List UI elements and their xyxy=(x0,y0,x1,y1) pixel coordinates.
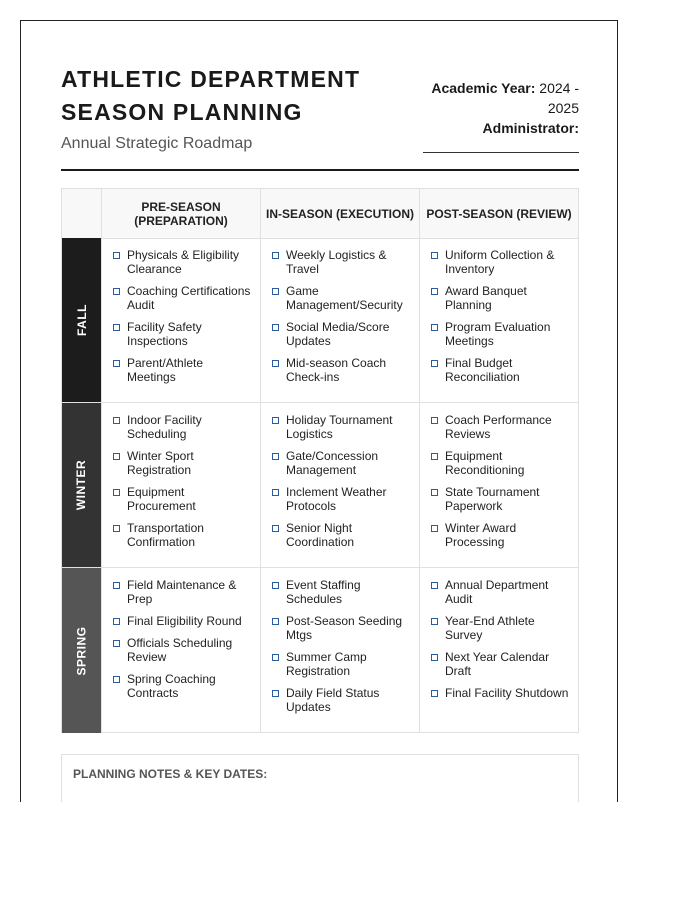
column-header-pre-season: PRE-SEASON (PREPARATION) xyxy=(101,189,260,238)
task-list xyxy=(112,578,252,700)
document-meta xyxy=(404,78,579,138)
task-text: Year-End Athlete Survey xyxy=(445,614,535,642)
task-item xyxy=(271,521,411,549)
checkbox-icon[interactable] xyxy=(431,360,438,367)
task-item xyxy=(271,650,411,678)
cell-winter-in-season xyxy=(260,403,419,567)
task-text: Transportation Confirmation xyxy=(127,521,204,549)
checkbox-icon[interactable] xyxy=(113,324,120,331)
season-label-spring xyxy=(62,568,101,733)
task-text: Program Evaluation Meetings xyxy=(445,320,551,348)
checkbox-icon[interactable] xyxy=(113,360,120,367)
checkbox-icon[interactable] xyxy=(272,582,279,589)
task-text: Facility Safety Inspections xyxy=(127,320,202,348)
season-planning-grid xyxy=(61,188,579,733)
task-list xyxy=(271,248,411,384)
checkbox-icon[interactable] xyxy=(272,360,279,367)
task-text: Uniform Collection & Inventory xyxy=(445,248,555,276)
task-text: Event Staffing Schedules xyxy=(286,578,361,606)
task-item xyxy=(271,413,411,441)
task-item xyxy=(112,320,252,348)
checkbox-icon[interactable] xyxy=(272,489,279,496)
task-text: Indoor Facility Scheduling xyxy=(127,413,202,441)
task-item xyxy=(430,449,570,477)
task-item xyxy=(112,356,252,384)
checkbox-icon[interactable] xyxy=(431,582,438,589)
task-text: Equipment Procurement xyxy=(127,485,196,513)
task-item xyxy=(112,284,252,312)
task-list xyxy=(271,413,411,549)
task-text: Annual Department Audit xyxy=(445,578,549,606)
task-list xyxy=(112,413,252,549)
season-row-spring xyxy=(62,568,578,733)
season-label-text: FALL xyxy=(74,304,89,336)
planning-notes-box xyxy=(61,754,579,802)
task-item xyxy=(271,449,411,477)
planning-notes-title: PLANNING NOTES & KEY DATES: xyxy=(73,767,268,781)
task-item xyxy=(430,356,570,384)
task-item xyxy=(112,449,252,477)
checkbox-icon[interactable] xyxy=(272,288,279,295)
checkbox-icon[interactable] xyxy=(113,417,120,424)
checkbox-icon[interactable] xyxy=(431,288,438,295)
task-text: State Tournament Paperwork xyxy=(445,485,540,513)
task-text: Winter Award Processing xyxy=(445,521,517,549)
cell-fall-pre-season xyxy=(101,238,260,402)
task-text: Summer Camp Registration xyxy=(286,650,367,678)
task-item xyxy=(430,248,570,276)
academic-year xyxy=(404,78,579,118)
task-text: Winter Sport Registration xyxy=(127,449,194,477)
checkbox-icon[interactable] xyxy=(272,525,279,532)
grid-header-row xyxy=(62,189,578,239)
task-item xyxy=(112,521,252,549)
document-header xyxy=(61,61,579,171)
cell-spring-pre-season xyxy=(101,568,260,733)
task-list xyxy=(112,248,252,384)
task-item xyxy=(430,650,570,678)
task-text: Coaching Certifications Audit xyxy=(127,284,251,312)
task-item xyxy=(271,248,411,276)
cell-fall-in-season xyxy=(260,238,419,402)
task-text: Senior Night Coordination xyxy=(286,521,355,549)
season-label-text: SPRING xyxy=(74,625,89,676)
task-item xyxy=(112,614,252,628)
task-text: Weekly Logistics & Travel xyxy=(286,248,387,276)
checkbox-icon[interactable] xyxy=(113,288,120,295)
document-title: ATHLETIC DEPARTMENT SEASON PLANNING xyxy=(61,66,361,125)
checkbox-icon[interactable] xyxy=(113,489,120,496)
academic-year-value: 2024 - 2025 xyxy=(539,80,579,116)
checkbox-icon[interactable] xyxy=(431,252,438,259)
checkbox-icon[interactable] xyxy=(431,324,438,331)
checkbox-icon[interactable] xyxy=(272,252,279,259)
task-item xyxy=(430,413,570,441)
task-item xyxy=(271,686,411,714)
checkbox-icon[interactable] xyxy=(272,417,279,424)
checkbox-icon[interactable] xyxy=(113,640,120,647)
planning-document xyxy=(20,20,618,802)
task-item xyxy=(430,284,570,312)
task-list xyxy=(430,578,570,700)
task-list xyxy=(430,248,570,384)
task-item xyxy=(430,614,570,642)
task-text: Physicals & Eligibility Clearance xyxy=(127,248,240,276)
task-item xyxy=(112,578,252,606)
checkbox-icon[interactable] xyxy=(113,525,120,532)
grid-corner-cell xyxy=(62,189,101,238)
task-item xyxy=(271,578,411,606)
task-text: Award Banquet Planning xyxy=(445,284,527,312)
checkbox-icon[interactable] xyxy=(431,417,438,424)
checkbox-icon[interactable] xyxy=(431,453,438,460)
season-label-fall xyxy=(62,238,101,402)
task-text: Social Media/Score Updates xyxy=(286,320,390,348)
checkbox-icon[interactable] xyxy=(431,489,438,496)
task-item xyxy=(112,636,252,664)
task-text: Spring Coaching Contracts xyxy=(127,672,216,700)
administrator-signature-line xyxy=(423,152,579,153)
checkbox-icon[interactable] xyxy=(272,324,279,331)
document-subtitle: Annual Strategic Roadmap xyxy=(61,135,253,152)
task-item xyxy=(112,672,252,700)
task-item xyxy=(112,413,252,441)
checkbox-icon[interactable] xyxy=(272,453,279,460)
task-text: Next Year Calendar Draft xyxy=(445,650,550,678)
task-text: Final Facility Shutdown xyxy=(445,686,569,700)
task-list xyxy=(430,413,570,549)
task-item xyxy=(112,485,252,513)
cell-winter-post-season xyxy=(419,403,578,567)
task-item xyxy=(271,284,411,312)
column-header-in-season: IN-SEASON (EXECUTION) xyxy=(260,189,419,238)
task-item xyxy=(430,578,570,606)
task-text: Final Budget Reconciliation xyxy=(445,356,520,384)
task-item xyxy=(271,356,411,384)
cell-fall-post-season xyxy=(419,238,578,402)
task-item xyxy=(430,686,570,700)
task-text: Game Management/Security xyxy=(286,284,403,312)
task-list xyxy=(271,578,411,714)
task-item xyxy=(430,320,570,348)
task-item xyxy=(271,614,411,642)
checkbox-icon[interactable] xyxy=(113,252,120,259)
checkbox-icon[interactable] xyxy=(431,618,438,625)
cell-spring-in-season xyxy=(260,568,419,733)
cell-winter-pre-season xyxy=(101,403,260,567)
checkbox-icon[interactable] xyxy=(272,690,279,697)
column-header-post-season: POST-SEASON (REVIEW) xyxy=(419,189,578,238)
task-item xyxy=(430,485,570,513)
checkbox-icon[interactable] xyxy=(113,676,120,683)
season-label-winter xyxy=(62,403,101,567)
task-item xyxy=(430,521,570,549)
task-text: Mid-season Coach Check-ins xyxy=(286,356,387,384)
task-text: Inclement Weather Protocols xyxy=(286,485,387,513)
season-label-text: WINTER xyxy=(74,459,89,511)
checkbox-icon[interactable] xyxy=(272,654,279,661)
task-text: Final Eligibility Round xyxy=(127,614,242,628)
checkbox-icon[interactable] xyxy=(431,525,438,532)
season-row-winter xyxy=(62,403,578,568)
checkbox-icon[interactable] xyxy=(113,618,120,625)
task-text: Daily Field Status Updates xyxy=(286,686,380,714)
academic-year-label: Academic Year: xyxy=(431,80,536,96)
checkbox-icon[interactable] xyxy=(431,690,438,697)
task-text: Post-Season Seeding Mtgs xyxy=(286,614,403,642)
task-text: Parent/Athlete Meetings xyxy=(127,356,204,384)
season-row-fall xyxy=(62,238,578,403)
checkbox-icon[interactable] xyxy=(113,582,120,589)
task-text: Field Maintenance & Prep xyxy=(127,578,237,606)
checkbox-icon[interactable] xyxy=(113,453,120,460)
task-text: Gate/Concession Management xyxy=(286,449,379,477)
task-item xyxy=(271,485,411,513)
checkbox-icon[interactable] xyxy=(431,654,438,661)
administrator-label: Administrator: xyxy=(482,120,579,136)
task-item xyxy=(112,248,252,276)
cell-spring-post-season xyxy=(419,568,578,733)
task-text: Equipment Reconditioning xyxy=(445,449,525,477)
task-text: Officials Scheduling Review xyxy=(127,636,233,664)
task-text: Holiday Tournament Logistics xyxy=(286,413,393,441)
task-item xyxy=(271,320,411,348)
task-text: Coach Performance Reviews xyxy=(445,413,552,441)
checkbox-icon[interactable] xyxy=(272,618,279,625)
